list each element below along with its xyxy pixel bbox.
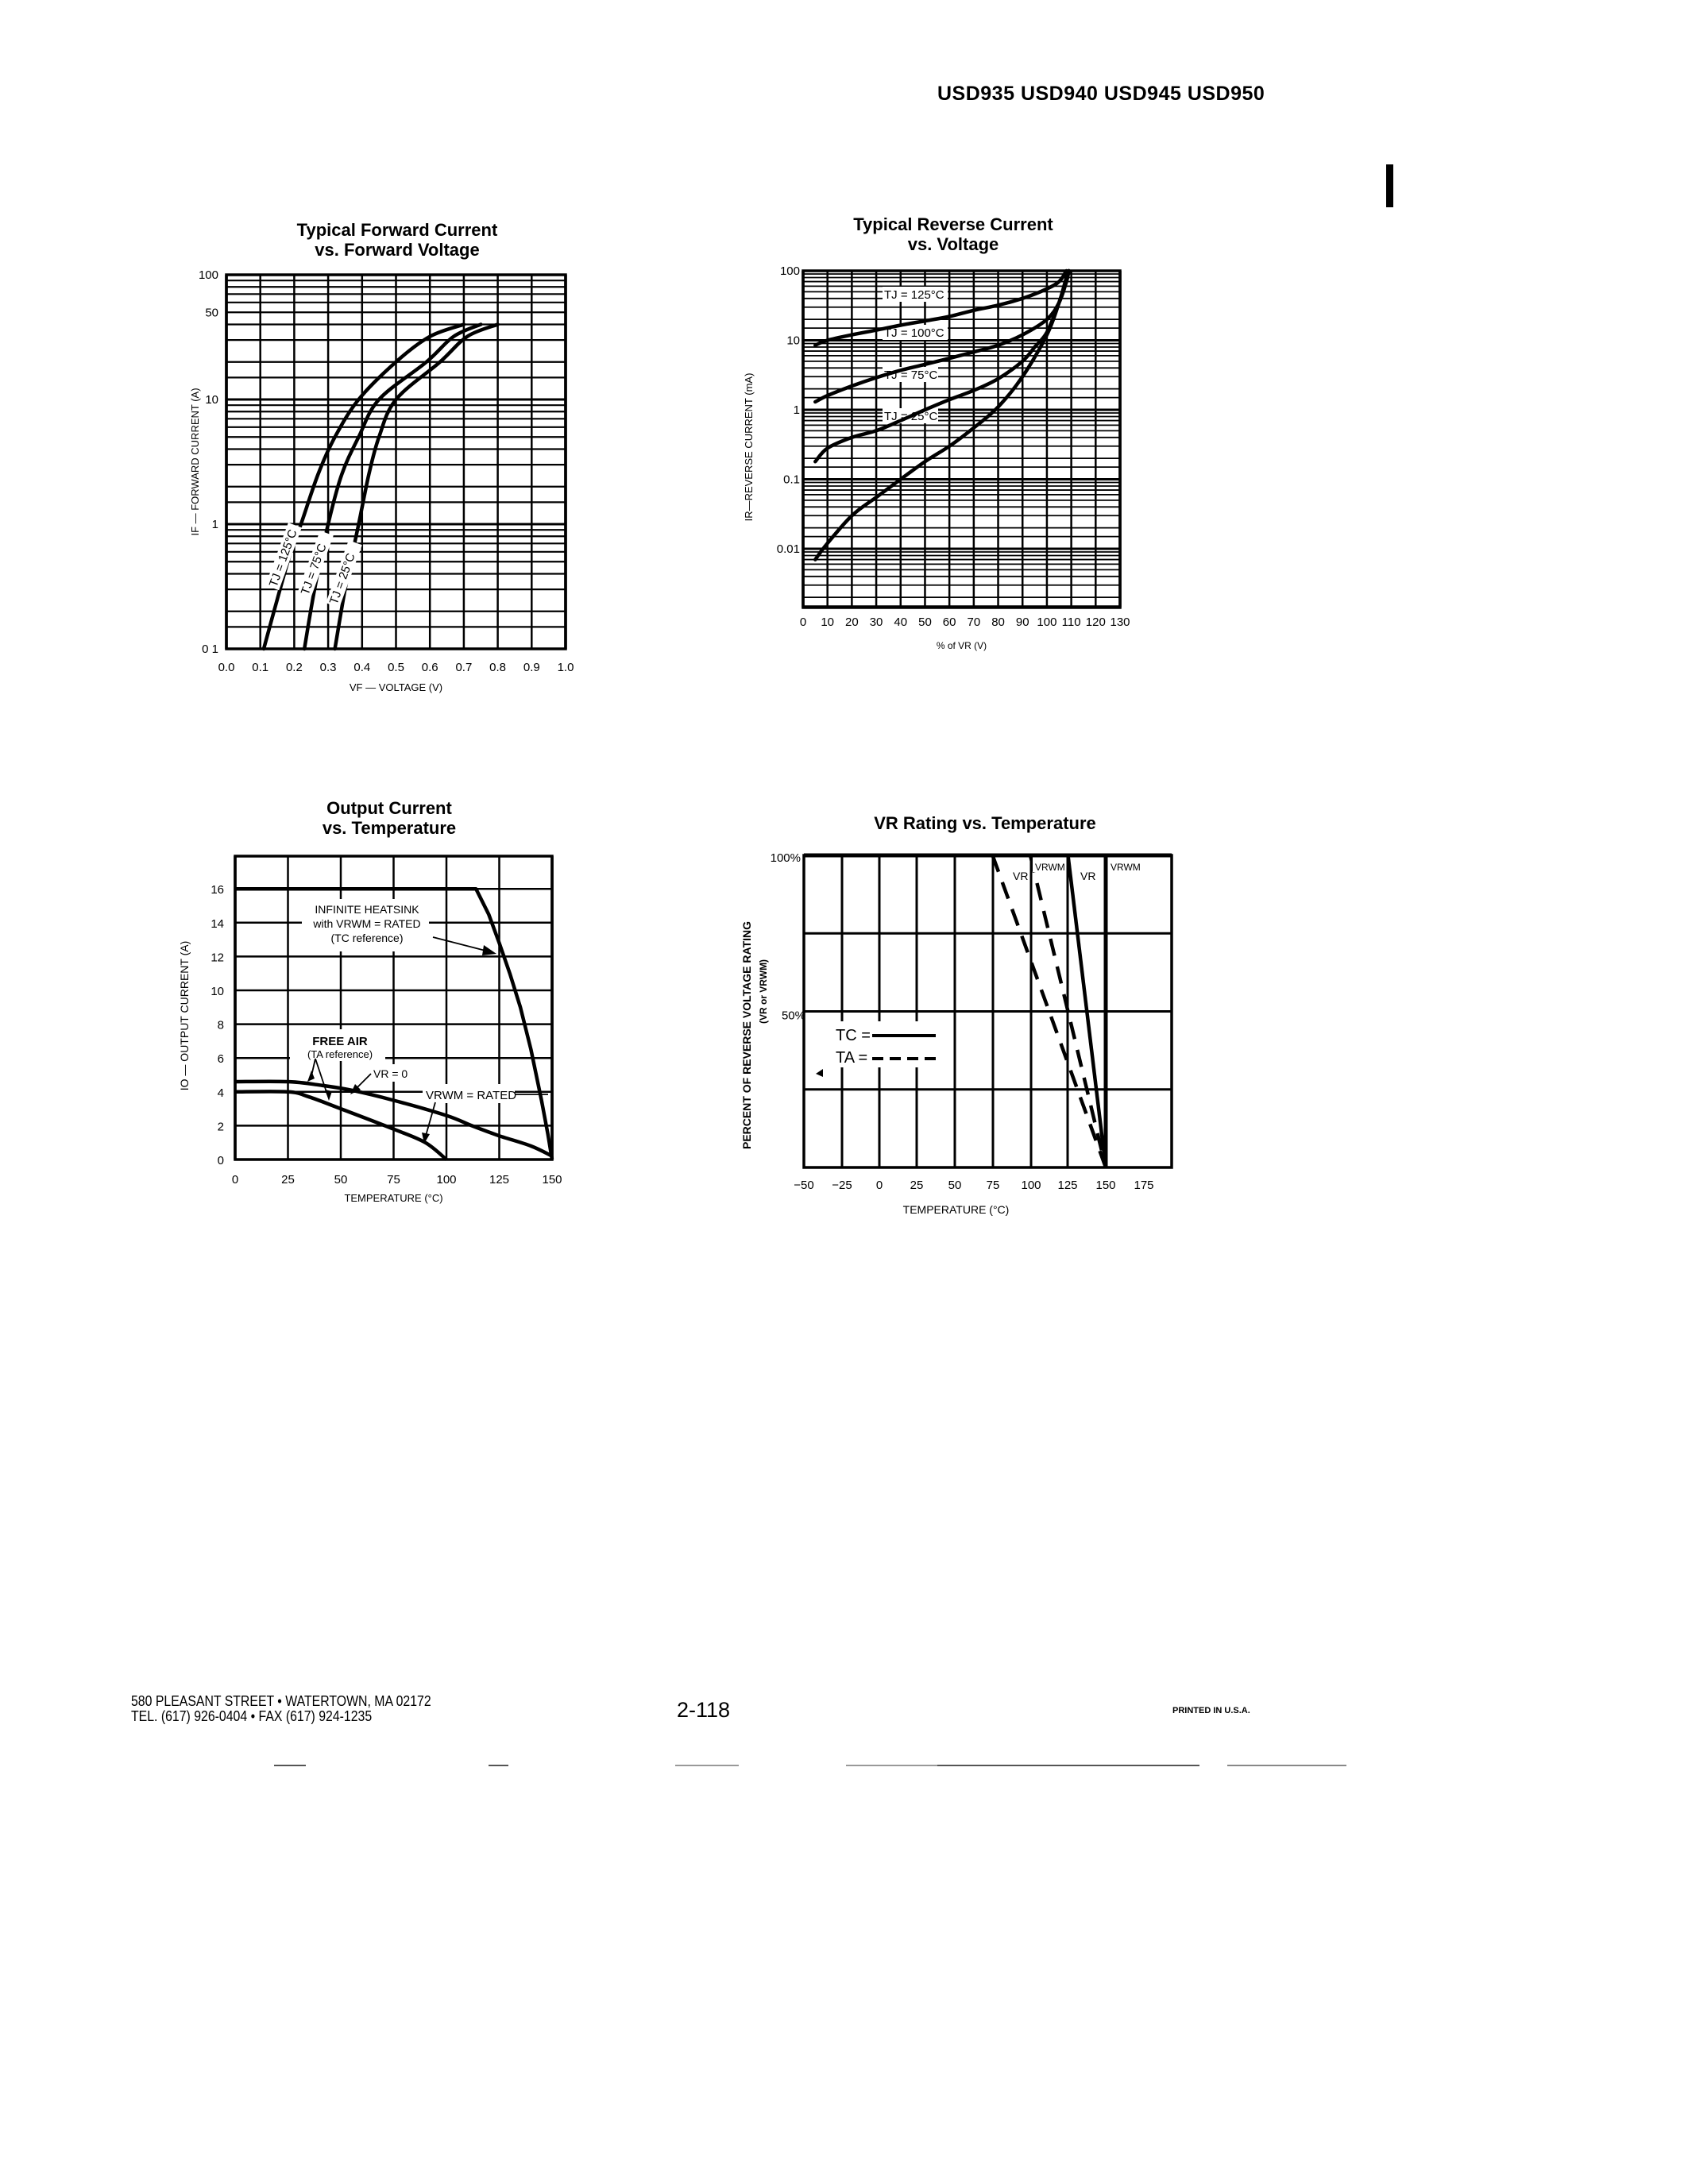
address-line-1: 580 PLEASANT STREET • WATERTOWN, MA 02172 <box>131 1693 431 1709</box>
address-line-2: TEL. (617) 926-0404 • FAX (617) 924-1235 <box>131 1708 373 1724</box>
svg-text:110: 110 <box>1061 615 1081 629</box>
svg-text:125: 125 <box>1057 1179 1078 1192</box>
svg-text:100%: 100% <box>770 851 801 865</box>
scan-artifact <box>1227 1765 1346 1766</box>
svg-text:INFINITE HEATSINK: INFINITE HEATSINK <box>315 903 419 916</box>
svg-text:0.0: 0.0 <box>218 661 235 674</box>
svg-text:50: 50 <box>205 306 218 320</box>
page-number: 2-118 <box>677 1698 731 1722</box>
svg-text:TJ = 25°C: TJ = 25°C <box>326 551 358 607</box>
svg-text:60: 60 <box>942 615 956 629</box>
svg-text:0.5: 0.5 <box>388 661 404 674</box>
svg-text:0: 0 <box>231 1173 239 1187</box>
svg-text:14: 14 <box>211 916 224 931</box>
svg-text:16: 16 <box>211 883 224 897</box>
svg-text:VRWM = RATED: VRWM = RATED <box>426 1089 517 1102</box>
forward-title-line2: vs. Forward Voltage <box>315 240 480 260</box>
svg-text:0.01: 0.01 <box>776 542 800 556</box>
svg-text:IO — OUTPUT CURRENT (A): IO — OUTPUT CURRENT (A) <box>178 940 191 1091</box>
svg-text:50: 50 <box>948 1179 962 1192</box>
svg-text:0: 0 <box>875 1179 883 1192</box>
forward-title-line1: Typical Forward Current <box>296 220 498 240</box>
svg-text:0.6: 0.6 <box>421 661 438 674</box>
svg-text:1.0: 1.0 <box>557 661 574 674</box>
output-title-line1: Output Current <box>326 798 452 818</box>
svg-text:VF — VOLTAGE (V): VF — VOLTAGE (V) <box>349 681 443 693</box>
svg-text:(VR or VRWM): (VR or VRWM) <box>758 959 769 1024</box>
svg-text:−50: −50 <box>794 1179 814 1192</box>
svg-text:8: 8 <box>217 1018 224 1032</box>
svg-text:25: 25 <box>281 1173 295 1187</box>
svg-text:100: 100 <box>1021 1179 1041 1192</box>
svg-text:100: 100 <box>198 268 218 282</box>
svg-text:VR = 0: VR = 0 <box>373 1067 408 1080</box>
reverse-title-line2: vs. Voltage <box>907 234 999 254</box>
svg-text:150: 150 <box>542 1173 562 1187</box>
svg-text:(TA reference): (TA reference) <box>307 1048 373 1060</box>
svg-text:0.3: 0.3 <box>319 661 337 674</box>
svg-text:90: 90 <box>1015 615 1029 629</box>
svg-text:0.2: 0.2 <box>285 661 303 674</box>
svg-text:40: 40 <box>894 615 908 629</box>
svg-text:TC =: TC = <box>836 1027 871 1044</box>
part-numbers-header: USD935 USD940 USD945 USD950 <box>937 83 1265 105</box>
svg-text:TEMPERATURE (°C): TEMPERATURE (°C) <box>902 1203 1010 1216</box>
svg-text:80: 80 <box>991 615 1005 629</box>
svg-text:2: 2 <box>217 1120 224 1134</box>
vr-rating-title-line1: VR Rating vs. Temperature <box>874 813 1096 833</box>
svg-text:10: 10 <box>786 334 800 348</box>
svg-text:TJ = 125°C: TJ = 125°C <box>266 527 300 589</box>
svg-text:1: 1 <box>793 403 800 417</box>
svg-text:PERCENT OF REVERSE VOLTAGE RAT: PERCENT OF REVERSE VOLTAGE RATING <box>740 920 753 1150</box>
svg-text:FREE AIR: FREE AIR <box>312 1035 368 1048</box>
footer-address <box>131 1694 431 1724</box>
output-title-line2: vs. Temperature <box>322 818 457 838</box>
svg-text:IR—REVERSE CURRENT (mA): IR—REVERSE CURRENT (mA) <box>743 372 755 522</box>
svg-text:130: 130 <box>1110 615 1130 629</box>
svg-text:−25: −25 <box>832 1179 852 1192</box>
svg-text:0 1: 0 1 <box>202 642 218 656</box>
svg-text:25: 25 <box>910 1179 924 1192</box>
svg-text:0.1: 0.1 <box>783 473 800 487</box>
svg-text:150: 150 <box>1095 1179 1116 1192</box>
svg-text:TJ = 75°C: TJ = 75°C <box>298 542 330 597</box>
svg-text:VR: VR <box>1013 870 1029 882</box>
svg-text:0.9: 0.9 <box>523 661 540 674</box>
svg-text:4: 4 <box>217 1086 224 1100</box>
svg-text:% of VR (V): % of VR (V) <box>936 640 987 651</box>
printed-in-usa: PRINTED IN U.S.A. <box>1172 1706 1250 1715</box>
svg-text:TJ = 75°C: TJ = 75°C <box>884 369 938 382</box>
svg-text:(TC reference): (TC reference) <box>330 932 404 944</box>
svg-text:0.8: 0.8 <box>489 661 507 674</box>
svg-text:TJ = 125°C: TJ = 125°C <box>884 288 944 302</box>
svg-text:6: 6 <box>217 1052 224 1067</box>
svg-text:70: 70 <box>967 615 981 629</box>
svg-text:0: 0 <box>217 1154 224 1167</box>
svg-text:TEMPERATURE (°C): TEMPERATURE (°C) <box>344 1192 443 1204</box>
svg-text:75: 75 <box>387 1173 400 1187</box>
svg-text:VRWM: VRWM <box>1035 862 1065 873</box>
svg-text:1: 1 <box>211 518 218 531</box>
scan-artifact <box>937 1765 1199 1766</box>
svg-text:VRWM: VRWM <box>1111 862 1141 873</box>
svg-text:0.7: 0.7 <box>455 661 473 674</box>
svg-text:with VRWM = RATED: with VRWM = RATED <box>313 917 421 930</box>
svg-text:10: 10 <box>205 393 218 407</box>
svg-text:50%: 50% <box>781 1009 805 1023</box>
svg-text:0.4: 0.4 <box>353 661 371 674</box>
scan-artifact <box>274 1765 306 1766</box>
svg-text:20: 20 <box>845 615 859 629</box>
svg-text:50: 50 <box>334 1173 348 1187</box>
svg-text:10: 10 <box>211 985 224 998</box>
svg-text:TA =: TA = <box>836 1049 868 1067</box>
svg-text:10: 10 <box>821 615 835 629</box>
svg-text:50: 50 <box>918 615 932 629</box>
scan-artifact <box>675 1765 739 1766</box>
svg-text:100: 100 <box>1037 615 1057 629</box>
reverse-title-line1: Typical Reverse Current <box>853 214 1053 234</box>
svg-text:75: 75 <box>986 1179 1000 1192</box>
svg-text:TJ = 100°C: TJ = 100°C <box>884 326 944 340</box>
scan-artifact <box>846 1765 941 1766</box>
svg-text:0: 0 <box>799 615 807 629</box>
svg-text:TJ = 25°C: TJ = 25°C <box>884 410 938 423</box>
svg-text:30: 30 <box>869 615 883 629</box>
scan-artifact <box>489 1765 508 1766</box>
svg-text:100: 100 <box>779 264 800 278</box>
svg-text:125: 125 <box>489 1173 510 1187</box>
svg-text:100: 100 <box>436 1173 457 1187</box>
svg-text:0.1: 0.1 <box>252 661 269 674</box>
svg-text:12: 12 <box>211 951 224 965</box>
svg-text:120: 120 <box>1085 615 1106 629</box>
svg-text:IF — FORWARD CURRENT (A): IF — FORWARD CURRENT (A) <box>189 388 201 536</box>
svg-text:VR: VR <box>1080 870 1096 882</box>
svg-text:175: 175 <box>1134 1179 1154 1192</box>
